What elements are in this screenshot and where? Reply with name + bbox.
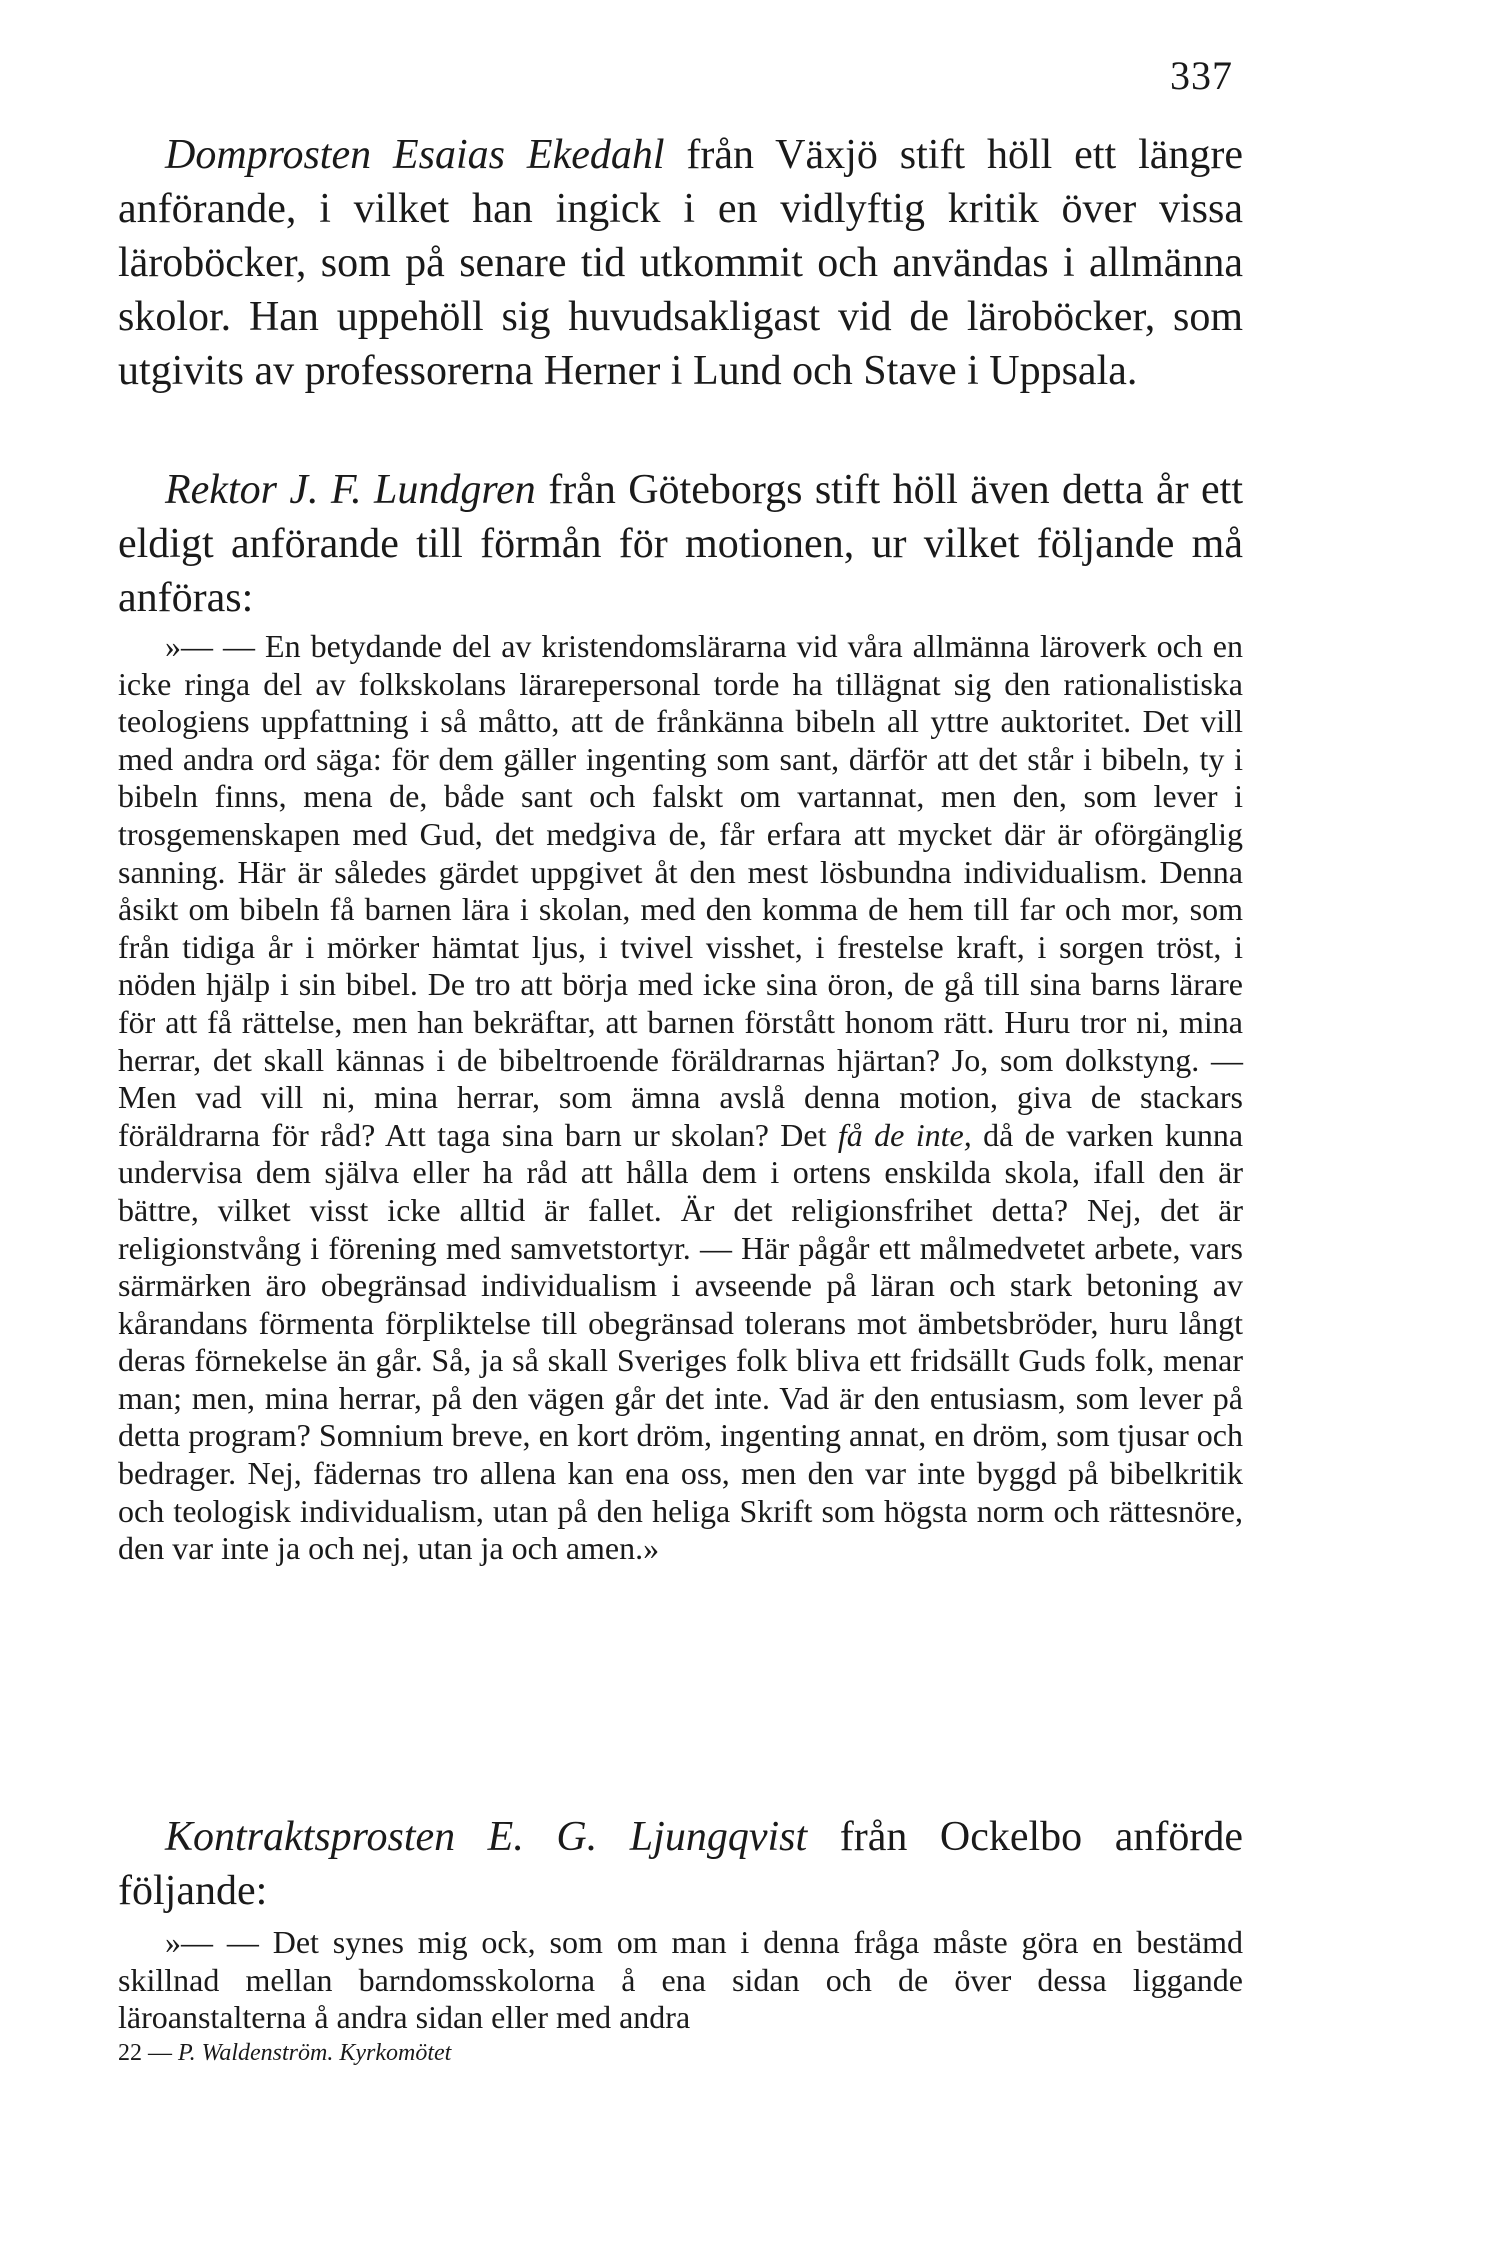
footer-text: P. Waldenström. Kyrkomötet: [178, 2040, 452, 2066]
footer-sheet-number: 22 —: [118, 2040, 172, 2066]
speaker-name: Kontraktsprosten E. G. Ljungqvist: [165, 1814, 808, 1860]
quote-emphasis: få de inte,: [837, 1116, 972, 1153]
quote-text: »— — Det synes mig ock, som om man i denna fråga måste göra en bestämd skillnad mellan barndomsskolorna å ena sidan och de över dessa liggande läroanstalterna å andra sidan eller med andra: [118, 1924, 1243, 2036]
footer-signature: [118, 2040, 451, 2067]
quote-lundgren: [118, 628, 1243, 1568]
paragraph-text: från Göteborgs stift höll även detta år ett eldigt anförande till förmån för motionen, ur vilket följande må anföras:: [118, 467, 1243, 621]
paragraph-text: från Ockelbo anförde följande:: [118, 1814, 1243, 1914]
quote-text: då de varken kunna undervisa dem själva eller ha råd att hålla dem i ortens enskilda skola, ifall den är bättre, vilket visst icke alltid är fallet. Är det religionsfrihet detta? Nej, det är religionstvång i förening med samvetstortyr. — Här pågår ett målmedvetet arbete, vars särmärken äro obegränsad individualism i avseende på läran och stark betoning av kårandans förmenta förpliktelse till obegränsad tolerans mot ämbetsbröder, huru långt deras förnekelse än går. Så, ja så skall Sveriges folk bliva ett fridsällt Guds folk, menar man; men, mina herrar, på den vägen går det inte. Vad är den entusiasm, som lever på detta program? Somnium breve, en kort dröm, ingenting annat, en dröm, som tjusar och bedrager. Nej, fädernas tro allena kan ena oss, men den var inte byggd på bibelkritik och teologisk individualism, utan på den heliga Skrift som högsta norm och rättesnöre, den var inte ja och nej, utan ja och amen.»: [118, 1116, 1244, 1567]
speaker-name: Rektor J. F. Lundgren: [165, 467, 536, 513]
page-number: 337: [1170, 53, 1233, 98]
paragraph-ekedahl: [118, 128, 1243, 398]
quote-text: »— — En betydande del av kristendomslärarna vid våra allmänna läroverk och en icke ringa del av folkskolans lärarepersonal torde ha tillägnat sig den rationalistiska teologiens uppfattning i så måtto, att de frånkänna bibeln all yttre auktoritet. Det vill med andra ord säga: för dem gäller ingenting som sant, därför att det står i bibeln, ty i bibeln finns, mena de, både sant och falskt om vartannat, men den, som lever i trosgemenskapen med Gud, det medgiva de, får erfara att mycket där är oförgänglig sanning. Här är således gärdet uppgivet åt den mest lösbundna individualism. Denna åsikt om bibeln få barnen lära i skolan, med den komma de hem till far och mor, som från tidiga år i mörker hämtat ljus, i tvivel visshet, i frestelse kraft, i sorgen tröst, i nöden hjälp i sin bibel. De tro att börja med icke sina öron, de gå till sina barns lärare för att få rättelse, men han bekräftar, att barnen förstått honom rätt. Huru tror ni, mina herrar, det skall kännas i de bibeltroende föräldrarnas hjärtan? Jo, som dolkstyng. — Men vad vill ni, mina herrar, som ämna avslå denna motion, giva de stackars föräldrarna för råd? Att taga sina barn ur skolan? Det: [118, 628, 1243, 1153]
paragraph-text: från Växjö stift höll ett längre anförande, i vilket han ingick i en vidlyftig kritik över vissa läroböcker, som på senare tid utkommit och användas i allmänna skolor. Han uppehöll sig huvudsakligast vid de läroböcker, som utgivits av professorerna Herner i Lund och Stave i Uppsala.: [118, 132, 1244, 394]
paragraph-lundgren: [118, 463, 1243, 625]
quote-ljungqvist: [118, 1924, 1243, 2037]
speaker-name: Domprosten Esaias Ekedahl: [165, 132, 665, 178]
paragraph-ljungqvist: [118, 1810, 1243, 1918]
